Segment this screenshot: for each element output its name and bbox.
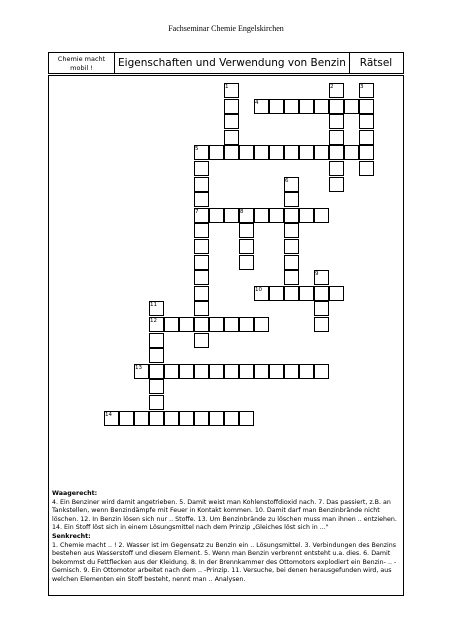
grid-cell[interactable]: [299, 208, 314, 223]
grid-cell[interactable]: [344, 145, 359, 160]
grid-cell[interactable]: [299, 364, 314, 379]
grid-cell[interactable]: [269, 99, 284, 114]
grid-cell[interactable]: [314, 317, 329, 332]
grid-cell[interactable]: [224, 208, 239, 223]
clue-number: 13: [135, 364, 142, 371]
grid-cell[interactable]: [314, 145, 329, 160]
grid-cell[interactable]: [239, 239, 254, 254]
across-heading: Waagerecht:: [52, 490, 98, 497]
grid-cell[interactable]: [239, 145, 254, 160]
grid-cell[interactable]: [269, 364, 284, 379]
grid-cell[interactable]: [224, 145, 239, 160]
clue-number: 11: [150, 302, 157, 309]
grid-cell[interactable]: [209, 145, 224, 160]
grid-cell[interactable]: [269, 208, 284, 223]
clue-number: 5: [195, 146, 199, 153]
clue-number: 2: [330, 84, 334, 90]
grid-cell[interactable]: [194, 270, 209, 285]
grid-cell[interactable]: [254, 364, 269, 379]
grid-cell[interactable]: [284, 255, 299, 270]
clue-number: 7: [195, 208, 199, 215]
grid-cell[interactable]: [239, 255, 254, 270]
grid-cell[interactable]: [254, 145, 269, 160]
grid-cell[interactable]: [314, 301, 329, 316]
grid-cell[interactable]: [329, 145, 344, 160]
grid-cell[interactable]: [179, 411, 194, 426]
grid-cell[interactable]: [194, 255, 209, 270]
grid-cell[interactable]: [284, 145, 299, 160]
school-header: Fachseminar Chemie Engelskirchen: [168, 24, 284, 33]
title-left-cell: Chemie macht mobil !: [49, 53, 115, 73]
grid-cell[interactable]: [269, 286, 284, 301]
grid-cell[interactable]: [194, 192, 209, 207]
grid-cell[interactable]: [329, 286, 344, 301]
grid-cell[interactable]: [314, 208, 329, 223]
grid-cell[interactable]: [359, 130, 374, 145]
clue-number: 8: [240, 208, 244, 215]
grid-cell[interactable]: [179, 317, 194, 332]
grid-cell[interactable]: [269, 145, 284, 160]
grid-cell[interactable]: [284, 286, 299, 301]
clue-number: 12: [150, 318, 157, 324]
grid-cell[interactable]: [329, 177, 344, 192]
grid-cell[interactable]: [284, 223, 299, 238]
grid-cell[interactable]: [329, 130, 344, 145]
grid-cell[interactable]: [314, 286, 329, 301]
grid-cell[interactable]: [194, 161, 209, 176]
clue-number: 6: [285, 177, 289, 184]
clue-number: 10: [255, 286, 262, 293]
grid-cell[interactable]: [224, 99, 239, 114]
grid-cell[interactable]: [329, 99, 344, 114]
grid-cell[interactable]: [299, 99, 314, 114]
clue-number: 4: [255, 99, 259, 106]
grid-cell[interactable]: [164, 364, 179, 379]
grid-cell[interactable]: [194, 239, 209, 254]
grid-cell[interactable]: [359, 161, 374, 176]
grid-cell[interactable]: [149, 333, 164, 348]
title-bar: [48, 52, 404, 74]
grid-cell[interactable]: [284, 239, 299, 254]
grid-cell[interactable]: [179, 364, 194, 379]
grid-cell[interactable]: [194, 286, 209, 301]
grid-cell[interactable]: [149, 395, 164, 410]
grid-cell[interactable]: [314, 364, 329, 379]
grid-cell[interactable]: [209, 317, 224, 332]
grid-cell[interactable]: [194, 301, 209, 316]
grid-cell[interactable]: [209, 411, 224, 426]
grid-cell[interactable]: [224, 114, 239, 129]
grid-cell[interactable]: [239, 317, 254, 332]
grid-cell[interactable]: [329, 114, 344, 129]
grid-cell[interactable]: [224, 411, 239, 426]
grid-cell[interactable]: [134, 411, 149, 426]
grid-cell[interactable]: [194, 364, 209, 379]
grid-cell[interactable]: [194, 411, 209, 426]
grid-cell[interactable]: [284, 208, 299, 223]
grid-cell[interactable]: [209, 364, 224, 379]
grid-cell[interactable]: [299, 145, 314, 160]
grid-cell[interactable]: [239, 411, 254, 426]
grid-cell[interactable]: [359, 145, 374, 160]
grid-cell[interactable]: [164, 317, 179, 332]
clue-number: 14: [105, 411, 112, 418]
grid-cell[interactable]: [194, 177, 209, 192]
down-heading: Senkrecht:: [52, 532, 91, 540]
grid-cell[interactable]: [284, 99, 299, 114]
title-right-cell: Rätsel: [359, 57, 393, 69]
grid-cell[interactable]: [329, 161, 344, 176]
grid-cell[interactable]: [119, 411, 134, 426]
clue-number: 9: [315, 271, 319, 278]
clue-number: 1: [225, 84, 229, 90]
grid-cell[interactable]: [344, 99, 359, 114]
grid-cell[interactable]: [284, 364, 299, 379]
grid-cell[interactable]: [149, 348, 164, 363]
clue-number: 3: [360, 84, 364, 90]
grid-cell[interactable]: [254, 317, 269, 332]
grid-cell[interactable]: [224, 364, 239, 379]
grid-cell[interactable]: [149, 411, 164, 426]
grid-cell[interactable]: [299, 286, 314, 301]
down-clues: 1. Chemie macht .. ! 2. Wasser ist im Gegensatz zu Benzin ein .. Lösungsmittel. 3. Verbindungen des Benzins bestehen aus Wasserstoff und diesem Element. 5. Wenn man Benzin verbrennt entsteht u.a. dies. 6. Damit bekommst du Fettflecken aus der Kleidung. 8. In der Brennkammer des Ottomotors explodiert ein Benzin- .. -Gemisch. 9. Ein Ottomotor arbeitet nach dem .. -Prinzip. 11. Versuche, bei denen herausgefunden wird, aus welchen Elementen ein Stoff besteht, nennt man .. Analysen.: [52, 541, 397, 583]
grid-cell[interactable]: [224, 317, 239, 332]
grid-cell[interactable]: [164, 411, 179, 426]
grid-cell[interactable]: [284, 270, 299, 285]
grid-cell[interactable]: [314, 99, 329, 114]
grid-cell[interactable]: [149, 379, 164, 394]
grid-cell[interactable]: [359, 99, 374, 114]
grid-cell[interactable]: [254, 208, 269, 223]
worksheet-title: Eigenschaften und Verwendung von Benzin: [115, 53, 350, 73]
across-clues: 4. Ein Benziner wird damit angetrieben. 5. Damit weist man Kohlenstoffdioxid nach. 7. Das passiert, z.B. an Tankstellen, wenn Benzindämpfe mit Feuer in Kontakt kommen. 10. Damit darf man Benzinbrände nicht löschen. 12. In Benzin lösen sich nur .. Stoffe. 13. Um Benzinbrände zu löschen muss man ihnen .. entziehen. 14. Ein Stoff löst sich in einem Lösungsmittel nach dem Prinzip „Gleiches löst sich in ...": [52, 498, 397, 532]
grid-cell[interactable]: [209, 208, 224, 223]
grid-cell[interactable]: [239, 364, 254, 379]
grid-cell[interactable]: [284, 192, 299, 207]
grid-cell[interactable]: [224, 130, 239, 145]
clues-section: [52, 490, 402, 585]
grid-cell[interactable]: [194, 317, 209, 332]
grid-cell[interactable]: [239, 223, 254, 238]
grid-cell[interactable]: [149, 364, 164, 379]
grid-cell[interactable]: [359, 114, 374, 129]
grid-cell[interactable]: [194, 333, 209, 348]
grid-cell[interactable]: [194, 223, 209, 238]
